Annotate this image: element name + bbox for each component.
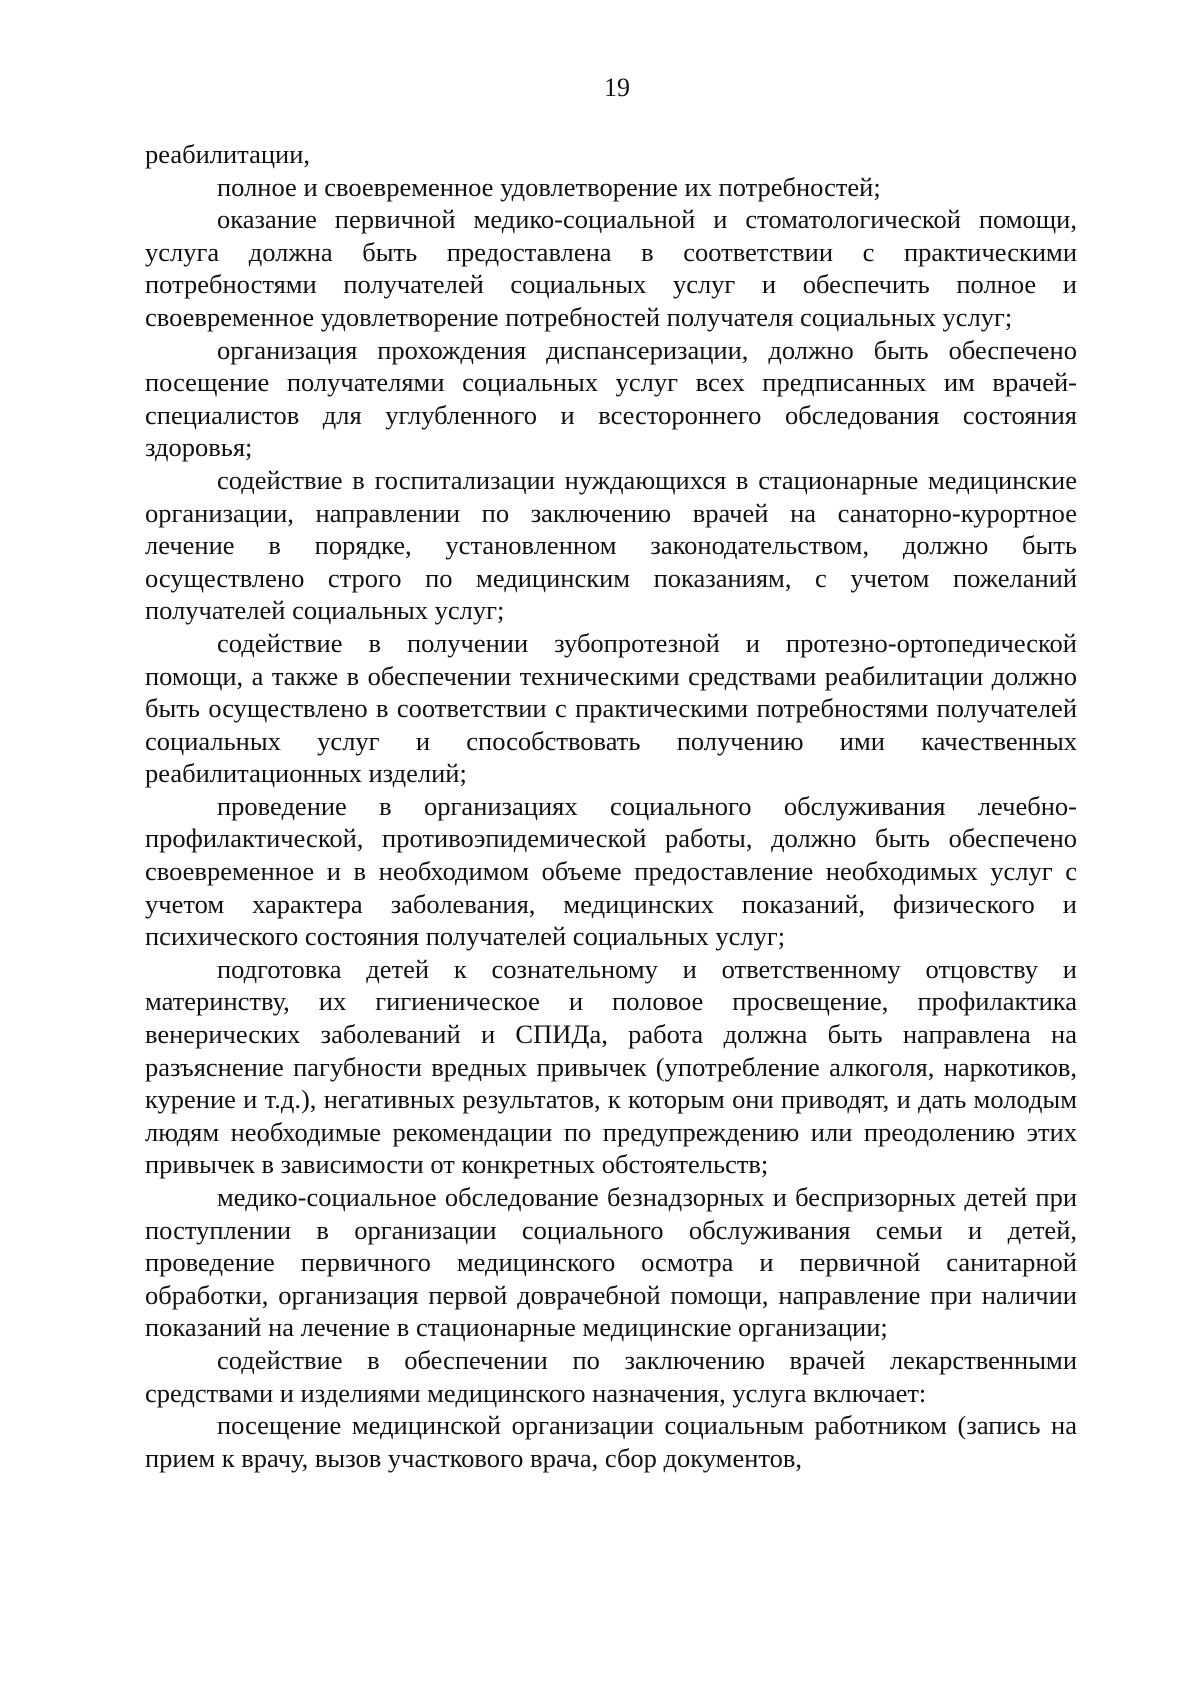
paragraph: организация прохождения диспансеризации, должно быть обеспечено посещение получателями социальных услуг всех предписанных им врачей-специалистов для углубленного и всестороннего обследования состояния здоровья; — [145, 334, 1077, 463]
paragraph-continuation: реабилитации, — [145, 139, 311, 169]
document-body — [145, 138, 1077, 1474]
paragraph: содействие в обеспечении по заключению врачей лекарственными средствами и изделиями медицинского назначения, услуга включает: — [145, 1344, 1077, 1408]
paragraph: содействие в госпитализации нуждающихся в стационарные медицинские организации, направлении по заключению врачей на санаторно-курортное лечение в порядке, установленном законодательством, должно быть осуществлено строго по медицинским показаниям, с учетом пожеланий получателей социальных услуг; — [145, 464, 1077, 626]
paragraph: подготовка детей к сознательному и ответственному отцовству и материнству, их гигиеническое и половое просвещение, профилактика венерических заболеваний и СПИДа, работа должна быть направлена на разъяснение пагубности вредных привычек (употребление алкоголя, наркотиков, курение и т.д.), негативных результатов, к которым они приводят, и дать молодым людям необходимые рекомендации по предупреждению или преодолению этих привычек в зависимости от конкретных обстоятельств; — [145, 953, 1077, 1180]
paragraph: посещение медицинской организации социальным работником (запись на прием к врачу, вызов участкового врача, сбор документов, — [145, 1410, 1077, 1473]
paragraph: проведение в организациях социального обслуживания лечебно-профилактической, противоэпидемической работы, должно быть обеспечено своевременное и в необходимом объеме предоставление необходимых услуг с учетом характера заболевания, медицинских показаний, физического и психического состояния получателей социальных услуг; — [145, 790, 1077, 952]
paragraph: содействие в получении зубопротезной и протезно-ортопедической помощи, а также в обеспечении техническими средствами реабилитации должно быть осуществлено в соответствии с практическими потребностями получателей социальных услуг и способствовать получению ими качественных реабилитационных изделий; — [145, 627, 1077, 789]
page-number: 19 — [604, 73, 630, 102]
paragraph: медико-социальное обследование безнадзорных и беспризорных детей при поступлении в организации социального обслуживания семьи и детей, проведение первичного медицинского осмотра и первичной санитарной обработки, организация первой доврачебной помощи, направление при наличии показаний на лечение в стационарные медицинские организации; — [145, 1182, 1077, 1343]
paragraph: оказание первичной медико-социальной и стоматологической помощи, услуга должна быть предоставлена в соответствии с практическими потребностями получателей социальных услуг и обеспечить полное и своевременное удовлетворение потребностей получателя социальных услуг; — [145, 204, 1077, 332]
paragraph: полное и своевременное удовлетворение их потребностей; — [217, 171, 881, 202]
